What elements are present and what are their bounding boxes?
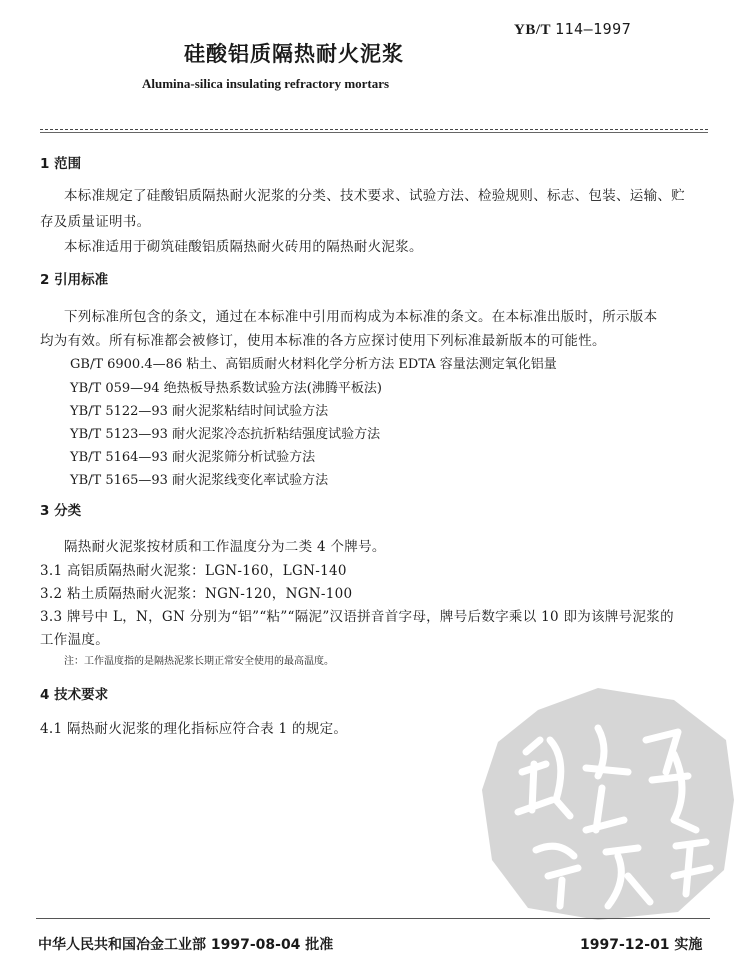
section-3-intro: 隔热耐火泥浆按材质和工作温度分为二类 4 个牌号。 — [64, 539, 386, 555]
section-4-heading: 4 技术要求 — [40, 687, 109, 703]
reference-item: GB/T 6900.4—86 粘土、高铝质耐火材料化学分析方法 EDTA 容量法测定氧化铝量 — [70, 357, 557, 372]
section-2-intro-cont: 均为有效。所有标准都会被修订，使用本标准的各方应探讨使用下列标准最新版本的可能性。 — [40, 333, 606, 349]
clause-3-3: 3.3 牌号中 L，N，GN 分别为“铝”“粘”“隔泥”汉语拼音首字母，牌号后数字乘以 10 即为该牌号泥浆的 — [40, 609, 674, 625]
standard-year: 114—1997 — [555, 20, 632, 38]
header-divider — [40, 129, 708, 130]
document-title-cn: 硅酸铝质隔热耐火泥浆 — [184, 42, 404, 66]
clause-3-1: 3.1 高铝质隔热耐火泥浆：LGN-160，LGN-140 — [40, 563, 347, 579]
section-3-note: 注：工作温度指的是隔热泥浆长期正常安全使用的最高温度。 — [64, 656, 334, 667]
section-3-heading: 3 分类 — [40, 503, 82, 519]
clause-4-1: 4.1 隔热耐火泥浆的理化指标应符合表 1 的规定。 — [40, 721, 348, 737]
standard-prefix: YB/T — [514, 22, 551, 38]
clause-3-2: 3.2 粘土质隔热耐火泥浆：NGN-120，NGN-100 — [40, 586, 353, 602]
header-divider-solid — [40, 132, 708, 133]
reference-item: YB/T 059—94 绝热板导热系数试验方法(沸腾平板法) — [70, 381, 382, 396]
footer-divider — [36, 918, 710, 919]
reference-item: YB/T 5164—93 耐火泥浆筛分析试验方法 — [70, 450, 316, 465]
section-1-heading: 1 范围 — [40, 156, 82, 172]
seal-watermark-icon — [478, 680, 734, 920]
document-title-en: Alumina-silica insulating refractory mortars — [142, 76, 390, 91]
section-1-para-1-cont: 存及质量证明书。 — [40, 214, 151, 230]
reference-item: YB/T 5122—93 耐火泥浆粘结时间试验方法 — [70, 404, 329, 419]
approval-line: 中华人民共和国冶金工业部 1997-08-04 批准 — [38, 937, 334, 953]
reference-item: YB/T 5165—93 耐火泥浆线变化率试验方法 — [70, 473, 329, 488]
section-1-para-1: 本标准规定了硅酸铝质隔热耐火泥浆的分类、技术要求、试验方法、检验规则、标志、包装、运输、贮 — [64, 188, 685, 204]
implementation-date: 1997-12-01 实施 — [580, 937, 703, 953]
standard-number — [514, 20, 631, 39]
clause-3-3-cont: 工作温度。 — [40, 632, 109, 648]
section-1-para-2: 本标准适用于砌筑硅酸铝质隔热耐火砖用的隔热耐火泥浆。 — [64, 239, 423, 255]
reference-item: YB/T 5123—93 耐火泥浆冷态抗折粘结强度试验方法 — [70, 427, 381, 442]
section-2-heading: 2 引用标准 — [40, 272, 109, 288]
section-2-intro: 下列标准所包含的条文，通过在本标准中引用而构成为本标准的条文。在本标准出版时，所示版本 — [64, 309, 658, 325]
